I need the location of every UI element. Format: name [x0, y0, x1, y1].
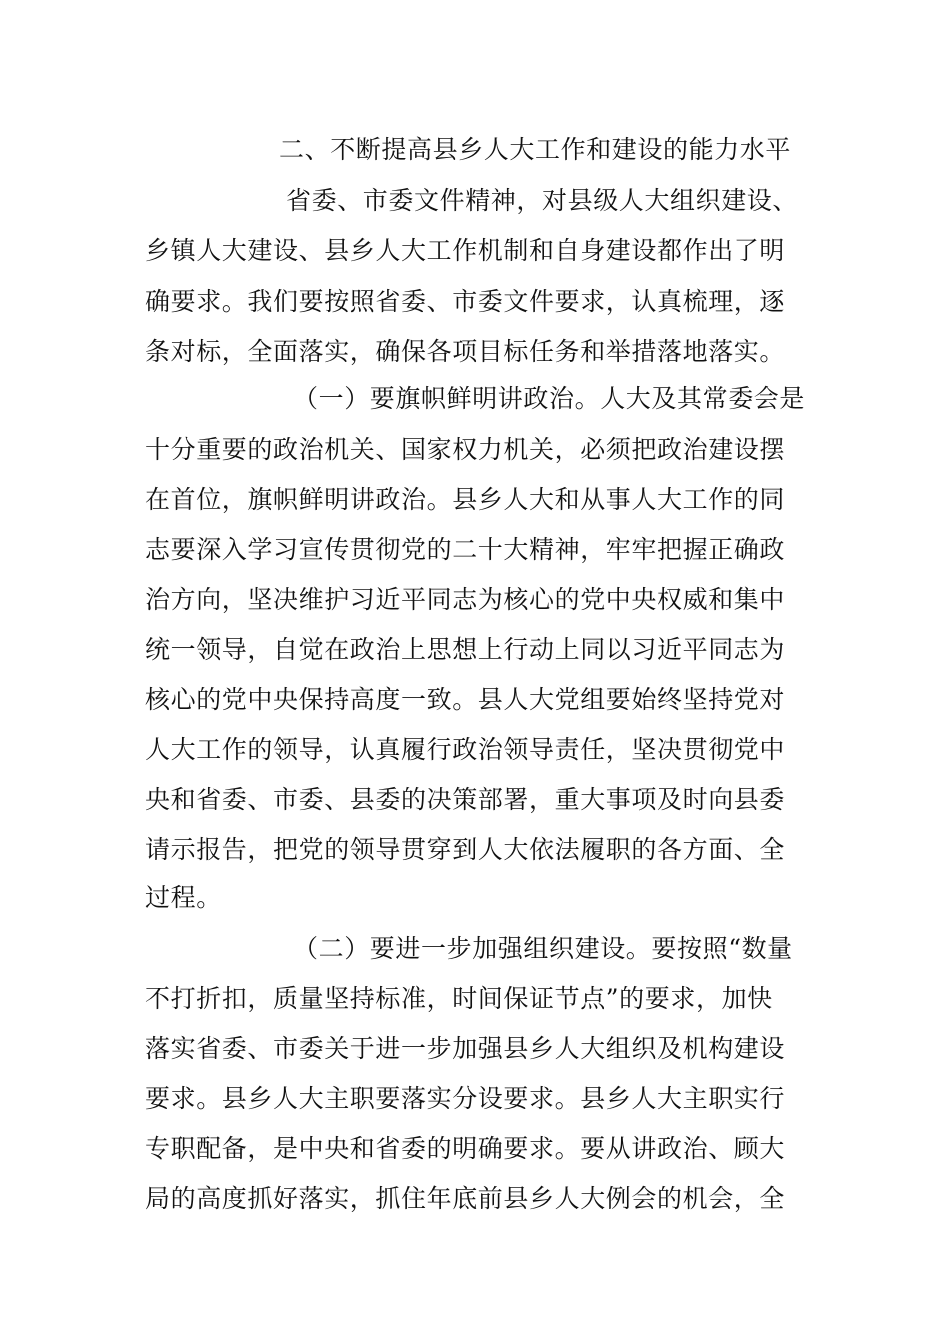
paragraph-line: 核心的党中央保持高度一致。县人大党组要始终坚持党对: [145, 685, 786, 714]
paragraph-line: 十分重要的政治机关、国家权力机关，必须把政治建设摆: [145, 435, 786, 464]
paragraph-line: 治方向，坚决维护习近平同志为核心的党中央权威和集中: [145, 585, 786, 614]
paragraph-line: 统一领导，自觉在政治上思想上行动上同以习近平同志为: [145, 635, 786, 664]
paragraph-line: 乡镇人大建设、县乡人大工作机制和自身建设都作出了明: [145, 236, 786, 265]
paragraph-line: 志要深入学习宣传贯彻党的二十大精神，牢牢把握正确政: [145, 535, 786, 564]
subsection-heading-line: （一）要旗帜鲜明讲政治。人大及其常委会是: [293, 384, 806, 413]
paragraph-line: 要求。县乡人大主职要落实分设要求。县乡人大主职实行: [145, 1084, 786, 1113]
paragraph-line: 专职配备，是中央和省委的明确要求。要从讲政治、顾大: [145, 1134, 786, 1163]
paragraph-line: 局的高度抓好落实，抓住年底前县乡人大例会的机会，全: [145, 1184, 786, 1213]
paragraph-line: 央和省委、市委、县委的决策部署，重大事项及时向县委: [145, 785, 786, 814]
section-heading: 二、不断提高县乡人大工作和建设的能力水平: [279, 135, 792, 164]
paragraph-line: 确要求。我们要按照省委、市委文件要求，认真梳理，逐: [145, 287, 786, 316]
paragraph-line: 请示报告，把党的领导贯穿到人大依法履职的各方面、全: [145, 835, 786, 864]
paragraph-line: 人大工作的领导，认真履行政治领导责任，坚决贯彻党中: [145, 735, 786, 764]
paragraph-line: 落实省委、市委关于进一步加强县乡人大组织及机构建设: [145, 1034, 786, 1063]
subsection-heading-line: （二）要进一步加强组织建设。要按照“数量: [293, 934, 793, 963]
paragraph-line: 过程。: [145, 883, 222, 912]
paragraph-line: 条对标，全面落实，确保各项目标任务和举措落地落实。: [145, 337, 786, 366]
paragraph-line: 在首位，旗帜鲜明讲政治。县乡人大和从事人大工作的同: [145, 485, 786, 514]
paragraph-line: 不打折扣，质量坚持标准，时间保证节点”的要求，加快: [145, 984, 773, 1013]
paragraph-line: 省委、市委文件精神，对县级人大组织建设、: [286, 186, 799, 215]
